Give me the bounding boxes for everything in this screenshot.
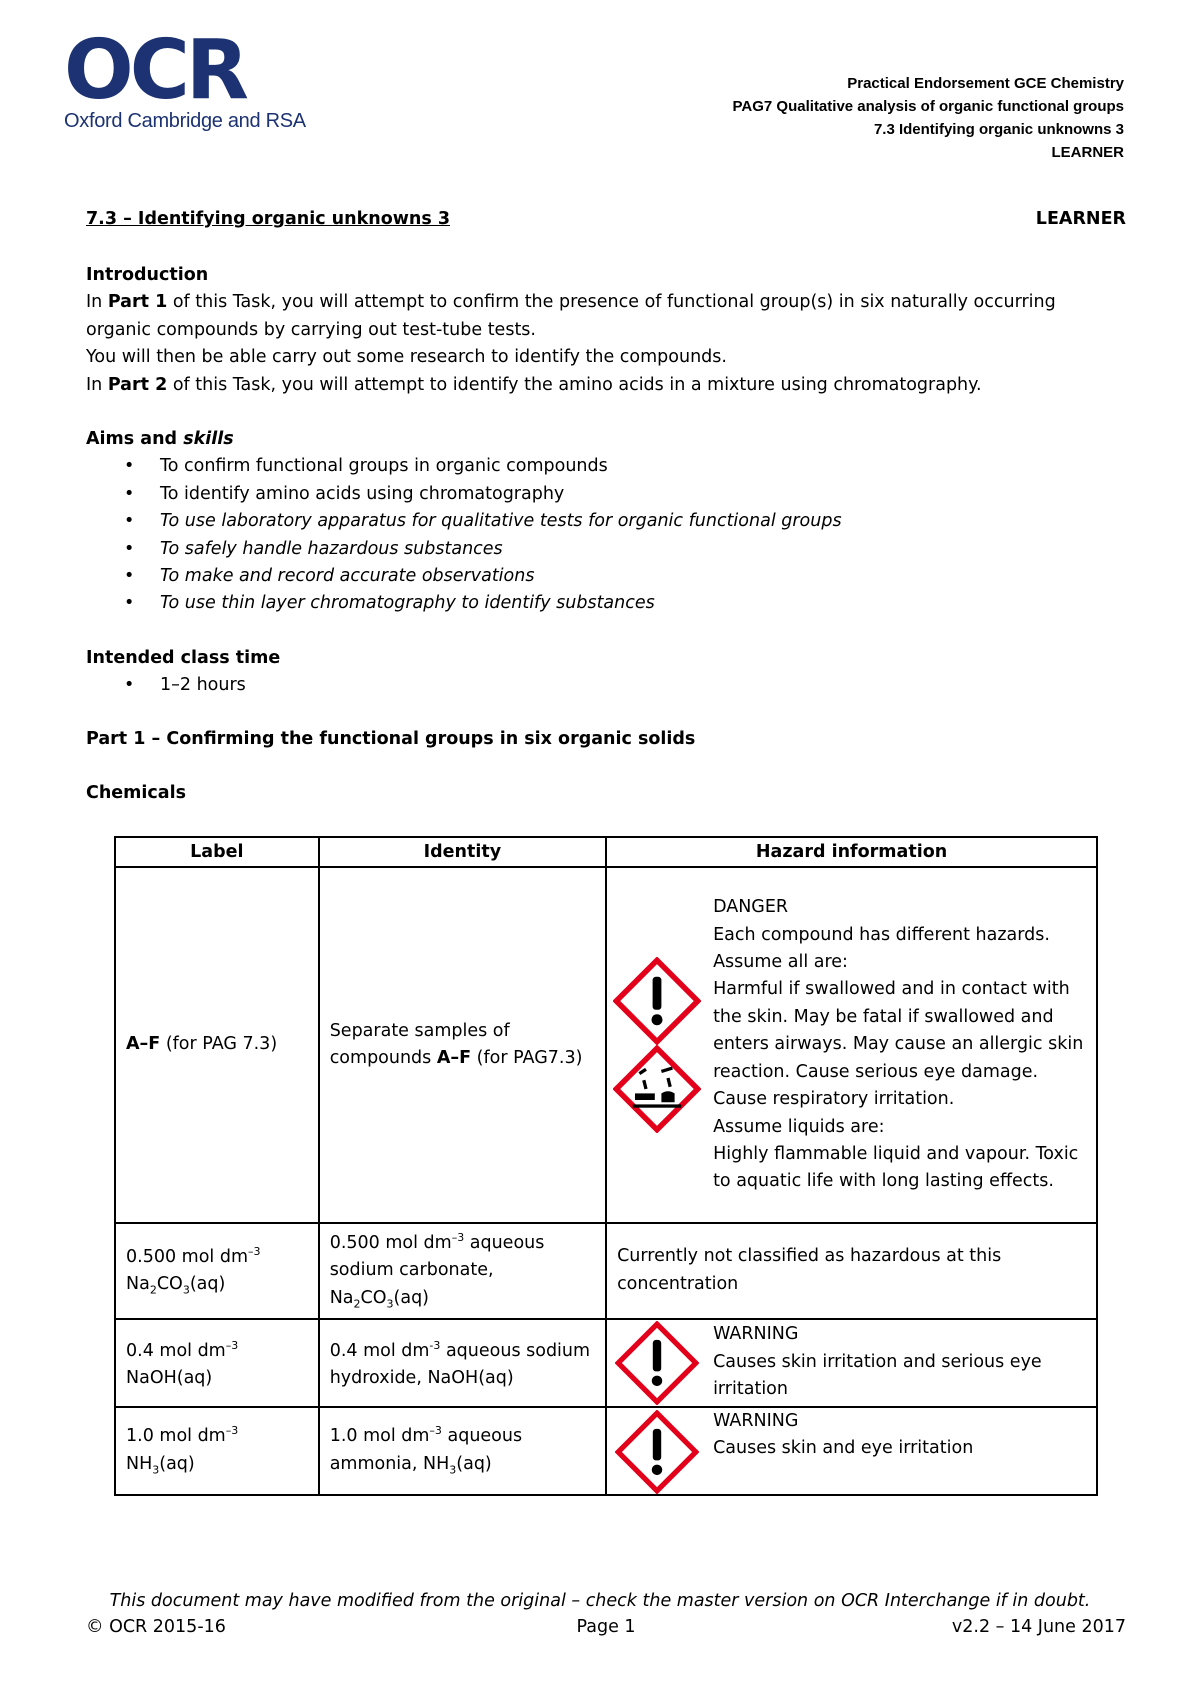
text: (for PAG 7.3) (160, 1034, 278, 1055)
text: –3 (429, 1424, 442, 1438)
role-label: LEARNER (1035, 209, 1126, 229)
introduction-section (86, 262, 1126, 399)
list-item: • To confirm functional groups in organic compounds (86, 453, 1126, 480)
pictograms (607, 1408, 707, 1494)
text: –3 (248, 1244, 261, 1258)
hazard-cell (606, 1407, 1097, 1495)
identity-cell (319, 867, 606, 1223)
text: A–F (436, 1048, 472, 1068)
exclamation-icon (615, 1321, 699, 1405)
exclamation-icon (613, 957, 701, 1045)
signal-word: DANGER (713, 897, 789, 918)
text: –3 (225, 1424, 239, 1438)
chemicals-table (114, 836, 1098, 1496)
document-header (733, 72, 1124, 164)
label-cell (115, 867, 319, 1223)
hazard-content (607, 894, 1096, 1195)
class-time-section (86, 645, 1126, 700)
text: Na (126, 1273, 150, 1294)
hazard-content (607, 1408, 1096, 1494)
text: Aims and (86, 429, 184, 449)
corrosive-icon (613, 1045, 701, 1133)
text: 3 (449, 1463, 457, 1477)
chemicals-heading: Chemicals (86, 783, 187, 803)
part-1-ref: Part 1 (107, 292, 168, 313)
list-item: • To use thin layer chromatography to identify substances (86, 590, 1126, 617)
text: 1.0 mol dm (126, 1426, 226, 1447)
text: -3 (429, 1339, 441, 1353)
text: CO (156, 1273, 183, 1294)
part-1-heading: Part 1 – Confirming the functional groups in six organic solids (86, 729, 696, 749)
hazard-text (707, 1321, 1096, 1403)
text: Separate samples of compounds (329, 1020, 510, 1068)
text: CO (360, 1287, 387, 1308)
table-row (115, 1223, 1097, 1319)
column-header: Label (115, 837, 319, 867)
label-cell (115, 1223, 319, 1319)
identity-cell (319, 1223, 606, 1319)
text: (aq) (456, 1453, 492, 1474)
header-line-2: PAG7 Qualitative analysis of organic functional groups (732, 98, 1124, 115)
text: 3 (152, 1463, 160, 1477)
aims-list (86, 453, 1126, 617)
list-item: • To use laboratory apparatus for qualitative tests for organic functional groups (86, 508, 1126, 535)
pictograms (607, 1321, 707, 1405)
text: (aq) (159, 1453, 195, 1474)
part-2-ref: Part 2 (107, 374, 168, 395)
text: (aq) (189, 1273, 226, 1294)
table-row (115, 867, 1097, 1223)
text: aqueous ammonia, NH (329, 1426, 523, 1474)
list-item: • To safely handle hazardous substances (86, 536, 1126, 563)
hazard-text (707, 1408, 1096, 1463)
text: 2 (353, 1297, 361, 1311)
text: A–F (126, 1034, 161, 1055)
text: –3 (225, 1339, 239, 1353)
identity-cell (319, 1407, 606, 1495)
logo-tagline: Oxford Cambridge and RSA (64, 110, 306, 132)
text: NH (126, 1453, 153, 1474)
hazard-content (607, 1321, 1096, 1405)
text: 0.500 mol dm (329, 1232, 452, 1253)
text: 0.4 mol dm (126, 1341, 226, 1362)
logo-wordmark: OCR (64, 23, 246, 118)
text: In (86, 292, 108, 313)
text: 3 (182, 1283, 190, 1297)
header-line-1: Practical Endorsement GCE Chemistry (847, 75, 1124, 92)
text: 0.4 mol dm (329, 1341, 430, 1362)
column-header: Identity (319, 837, 606, 867)
header-line-3: 7.3 Identifying organic unknowns 3 (873, 121, 1124, 138)
list-item: • To make and record accurate observations (86, 563, 1126, 590)
table-row (115, 1319, 1097, 1407)
hazard-line: Assume liquids are: (713, 1116, 885, 1137)
text: In (86, 374, 108, 395)
list-item: • 1–2 hours (86, 672, 1126, 699)
text: 0.500 mol dm (126, 1246, 248, 1267)
text: of this Task, you will attempt to confirm the presence of functional group(s) in six naturally occurring organic compounds by carrying out test-tube tests. (86, 292, 1056, 340)
copyright: © OCR 2015-16 (86, 1617, 226, 1637)
text: 2 (149, 1283, 157, 1297)
header-line-4: LEARNER (1051, 144, 1124, 161)
ocr-logo (64, 23, 306, 133)
title-row (86, 206, 1126, 233)
hazard-cell: Currently not classified as hazardous at this concentration (606, 1223, 1097, 1319)
aims-heading (86, 426, 1126, 453)
hazard-line: Highly flammable liquid and vapour. Toxic to aquatic life with long lasting effects. (713, 1143, 1079, 1192)
column-header: Hazard information (606, 837, 1097, 867)
text: (for PAG7.3) (471, 1048, 583, 1068)
text: (aq) (393, 1287, 430, 1308)
list-item: • To identify amino acids using chromatography (86, 481, 1126, 508)
introduction-heading: Introduction (86, 265, 209, 285)
hazard-line: Harmful if swallowed and in contact with the skin. May be fatal if swallowed and enters airways. May cause an allergic skin reaction. Cause serious eye damage. Cause respiratory irritation. (713, 979, 1084, 1110)
intro-paragraph-3 (86, 372, 1126, 399)
hazard-line: Causes skin and eye irritation (713, 1437, 974, 1458)
text: 3 (386, 1297, 394, 1311)
intro-paragraph-1 (86, 289, 1126, 344)
page-number: Page 1 (576, 1617, 636, 1637)
hazard-line: Causes skin irritation and serious eye irritation (713, 1351, 1042, 1400)
page-title: 7.3 – Identifying organic unknowns 3 (86, 209, 451, 229)
pictograms (607, 957, 707, 1133)
intro-paragraph-2: You will then be able carry out some research to identify the compounds. (86, 347, 727, 368)
version: v2.2 – 14 June 2017 (951, 1617, 1126, 1637)
text: aqueous sodium hydroxide, NaOH(aq) (329, 1341, 591, 1389)
text: –3 (451, 1231, 465, 1244)
hazard-cell (606, 1319, 1097, 1407)
text: skills (183, 429, 234, 449)
exclamation-icon (615, 1410, 699, 1494)
signal-word: WARNING (713, 1324, 799, 1345)
table-header-row (115, 837, 1097, 867)
hazard-line: Each compound has different hazards. (713, 924, 1050, 945)
class-time-heading: Intended class time (86, 648, 281, 668)
label-cell (115, 1407, 319, 1495)
hazard-cell (606, 867, 1097, 1223)
table-row (115, 1407, 1097, 1495)
footer (86, 1614, 1126, 1641)
aims-section (86, 426, 1126, 618)
label-cell (115, 1319, 319, 1407)
hazard-line: Assume all are: (713, 952, 848, 973)
hazard-text (707, 894, 1096, 1195)
footer-disclaimer: This document may have modified from the original – check the master version on OCR Interchange if in doubt. (109, 1591, 1091, 1611)
signal-word: WARNING (713, 1410, 799, 1431)
text: NaOH(aq) (126, 1368, 213, 1389)
class-time-list (86, 672, 1126, 699)
text: 1.0 mol dm (329, 1426, 430, 1447)
text: of this Task, you will attempt to identify the amino acids in a mixture using chromatography. (167, 374, 982, 395)
text: aqueous sodium carbonate, Na (329, 1232, 545, 1308)
identity-cell (319, 1319, 606, 1407)
